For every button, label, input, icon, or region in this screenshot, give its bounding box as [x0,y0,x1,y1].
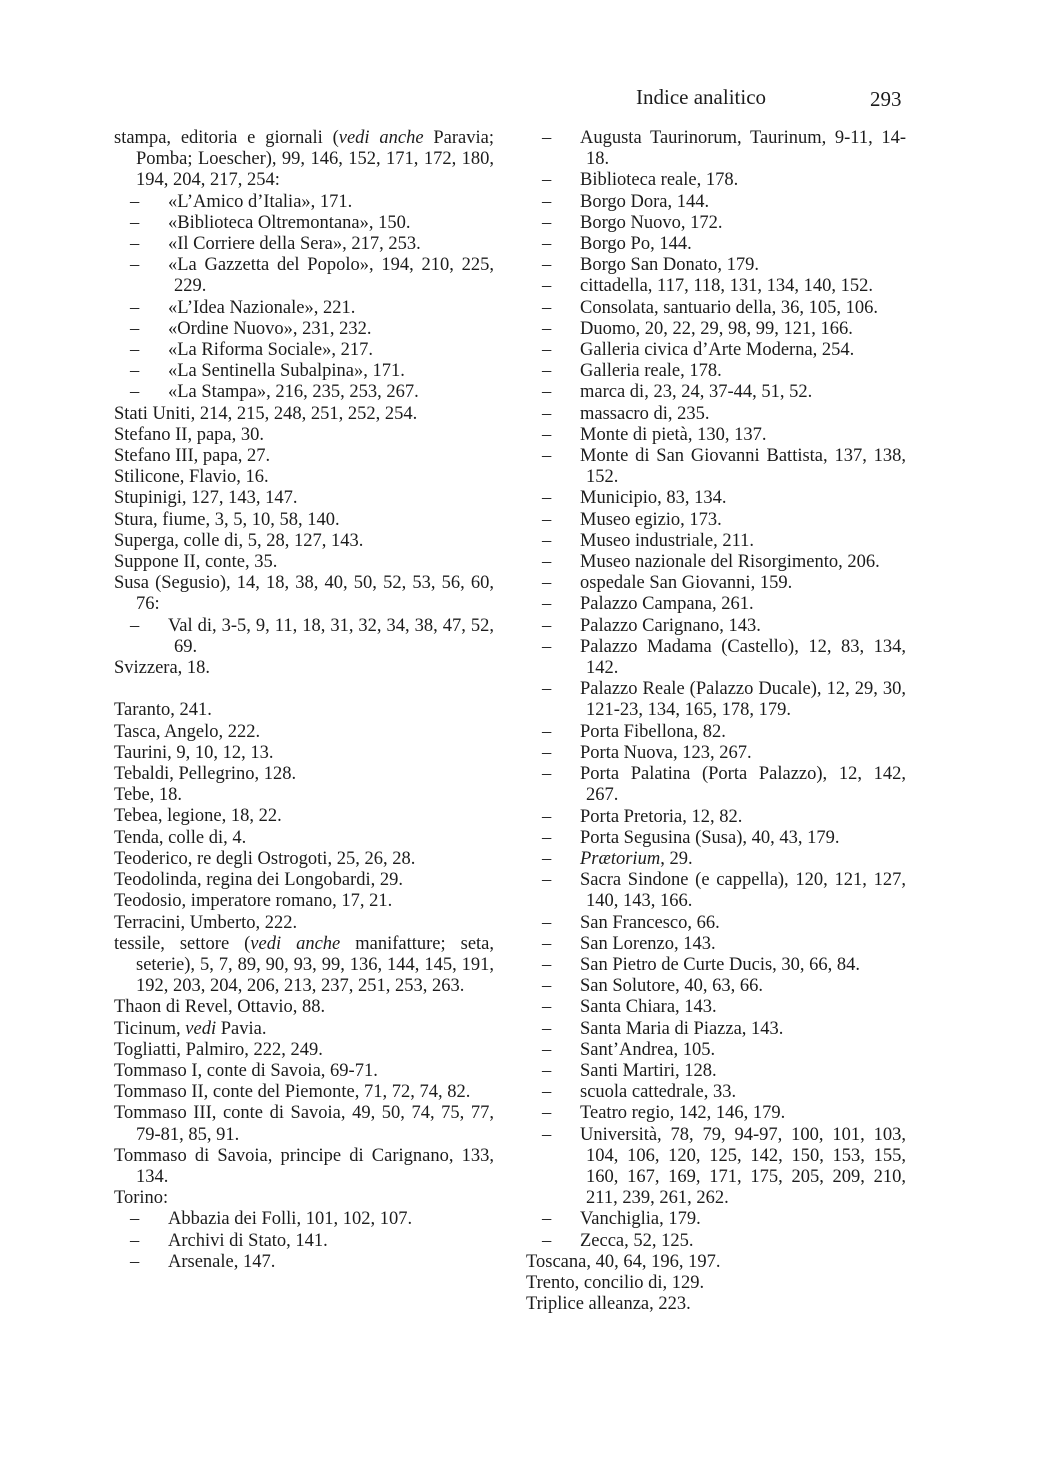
index-entry [114,573,494,615]
index-subentry [526,1103,906,1124]
index-entry [114,1040,494,1061]
index-subentry [526,552,906,573]
subentry-dash: – [542,340,552,361]
index-subentry [114,382,494,403]
subentry-dash: – [542,742,552,763]
subentry-dash: – [542,636,552,657]
index-subentry [526,213,906,234]
entry-text: Stefano II, papa, 30. [114,424,265,445]
entry-text: «La Riforma Sociale», 217. [168,340,373,361]
index-entry [114,934,494,998]
subentry-dash: – [542,128,552,148]
subentry-dash: – [542,530,552,551]
entry-text: Duomo, 20, 22, 29, 98, 99, 121, 166. [580,318,853,339]
entry-text: Tebea, legione, 18, 22. [114,806,282,827]
page-number: 293 [870,87,902,111]
entry-text: Teodolinda, regina dei Longobardi, 29. [114,870,403,891]
entry-text: Pavia. [216,1018,267,1039]
subentry-dash: – [542,318,552,339]
index-subentry [526,1040,906,1061]
entry-text: Svizzera, 18. [114,658,211,679]
entry-text: Trento, concilio di, 129. [526,1272,705,1293]
index-subentry [526,361,906,382]
index-entry [526,1252,906,1273]
subentry-dash: – [542,594,552,615]
entry-text: Toscana, 40, 64, 196, 197. [526,1251,721,1272]
entry-text: Santi Martiri, 128. [580,1060,717,1081]
index-entry [114,446,494,467]
subentry-dash: – [542,721,552,742]
index-subentry [526,849,906,870]
index-subentry [114,616,494,658]
index-subentry [526,255,906,276]
entry-text: San Lorenzo, 143. [580,933,716,954]
index-subentry [526,1209,906,1230]
subentry-dash: – [542,679,552,700]
entry-text: Stati Uniti, 214, 215, 248, 251, 252, 254. [114,403,418,424]
index-subentry [526,594,906,615]
subentry-dash: – [130,191,140,212]
subentry-dash: – [542,1018,552,1039]
index-subentry [526,764,906,806]
index-subentry [526,679,906,721]
index-entry [114,870,494,891]
index-entry [114,510,494,531]
subentry-dash: – [542,552,552,573]
entry-text: Taranto, 241. [114,700,212,721]
index-subentry [526,382,906,403]
subentry-dash: – [542,1124,552,1145]
index-column-right [526,128,906,1315]
entry-text: San Francesco, 66. [580,912,720,933]
entry-text: Palazzo Madama (Castello), 12, 83, 134, 142. [580,636,906,679]
entry-text: Museo nazionale del Risorgimento, 206. [580,552,880,573]
subentry-dash: – [542,764,552,785]
index-entry [114,828,494,849]
entry-italic: vedi anche [250,933,341,954]
entry-text: Tommaso III, conte di Savoia, 49, 50, 74, 75, 77, 79-81, 85, 91. [114,1103,494,1145]
index-subentry [526,128,906,170]
subentry-dash: – [542,361,552,382]
index-subentry [526,870,906,912]
index-entry [114,1146,494,1188]
subentry-dash: – [542,848,552,869]
entry-text: Porta Nuova, 123, 267. [580,742,752,763]
subentry-dash: – [542,806,552,827]
subentry-dash: – [542,446,552,467]
entry-text: «L’Idea Nazionale», 221. [168,297,356,318]
index-subentry [526,234,906,255]
index-entry [114,913,494,934]
entry-text: Monte di pietà, 130, 137. [580,424,767,445]
index-subentry [526,1125,906,1210]
entry-text: Tasca, Angelo, 222. [114,721,261,742]
entry-text: Tenda, colle di, 4. [114,827,247,848]
entry-text: tessile, settore ( [114,933,251,954]
subentry-dash: – [542,1209,552,1230]
entry-text: stampa, editoria e giornali ( [114,128,339,148]
entry-text: massacro di, 235. [580,403,710,424]
entry-text: Susa (Segusio), 14, 18, 38, 40, 50, 52, 53, 56, 60, 76: [114,573,494,615]
entry-text: Teoderico, re degli Ostrogoti, 25, 26, 28. [114,848,416,869]
subentry-dash: – [542,1230,552,1251]
index-subentry [114,319,494,340]
index-entry [526,1273,906,1294]
subentry-dash: – [542,212,552,233]
entry-text: Galleria reale, 178. [580,361,722,382]
entry-text: Sacra Sindone (e cappella), 120, 121, 127, 140, 143, 166. [580,870,906,912]
subentry-dash: – [130,318,140,339]
index-column-left [114,128,494,1273]
index-subentry [526,828,906,849]
entry-text: San Pietro de Curte Ducis, 30, 66, 84. [580,954,861,975]
subentry-dash: – [542,276,552,297]
index-entry [114,1082,494,1103]
index-subentry [526,276,906,297]
entry-italic: vedi [185,1018,217,1039]
index-subentry [526,1082,906,1103]
entry-text: Borgo Dora, 144. [580,191,710,212]
entry-text: Monte di San Giovanni Battista, 137, 138, 152. [580,446,906,488]
subentry-dash: – [542,1039,552,1060]
entry-text: Università, 78, 79, 94-97, 100, 101, 103, 104, 106, 120, 125, 142, 150, 153, 155, 160, 167, 169, 171, 175, 205, 209, 210, 211, 239, 261, 262. [580,1124,906,1209]
subentry-dash: – [542,424,552,445]
index-entry [114,658,494,679]
entry-text: Triplice alleanza, 223. [526,1294,691,1315]
entry-text: Santa Chiara, 143. [580,997,717,1018]
entry-text: San Solutore, 40, 63, 66. [580,976,763,997]
subentry-dash: – [130,1230,140,1251]
index-entry [114,722,494,743]
entry-text: Stefano III, papa, 27. [114,446,271,467]
index-entry [114,128,494,192]
subentry-dash: – [542,234,552,255]
entry-text: Stilicone, Flavio, 16. [114,467,269,488]
entry-text: Val di, 3-5, 9, 11, 18, 31, 32, 34, 38, 47, 52, 69. [168,615,494,657]
subentry-dash: – [542,870,552,891]
subentry-dash: – [542,573,552,594]
entry-text: Paravia; Pomba; Loescher), 99, 146, 152, 171, 172, 180, 194, 204, 217, 254: [136,128,494,191]
entry-text: Museo industriale, 211. [580,530,755,551]
subentry-dash: – [542,615,552,636]
entry-text: «La Gazzetta del Popolo», 194, 210, 225, 229. [168,255,494,297]
entry-text: Archivi di Stato, 141. [168,1230,328,1251]
index-subentry [526,913,906,934]
index-entry [114,467,494,488]
entry-text: Palazzo Campana, 261. [580,594,754,615]
entry-text: «Il Corriere della Sera», 217, 253. [168,234,421,255]
index-entry [114,743,494,764]
subentry-dash: – [542,912,552,933]
index-entry [114,1103,494,1145]
entry-text: Taurini, 9, 10, 12, 13. [114,742,274,763]
index-subentry [114,255,494,297]
entry-text: Palazzo Reale (Palazzo Ducale), 12, 29, 30, 121-23, 134, 165, 178, 179. [580,679,906,721]
subentry-dash: – [542,255,552,276]
entry-text: Tommaso II, conte del Piemonte, 71, 72, 74, 82. [114,1082,471,1103]
subentry-dash: – [542,382,552,403]
running-title: Indice analitico [636,85,767,109]
entry-text: Municipio, 83, 134. [580,488,727,509]
entry-text: Tommaso di Savoia, principe di Carignano, 133, 134. [114,1145,494,1187]
entry-text: Biblioteca reale, 178. [580,170,739,191]
subentry-dash: – [542,403,552,424]
entry-text: «Biblioteca Oltremontana», 150. [168,212,411,233]
index-subentry [114,213,494,234]
subentry-dash: – [542,933,552,954]
index-subentry [526,319,906,340]
index-subentry [114,1209,494,1230]
index-subentry [114,340,494,361]
entry-text: Porta Pretoria, 12, 82. [580,806,743,827]
subentry-dash: – [542,170,552,191]
subentry-dash: – [542,297,552,318]
index-entry [114,1019,494,1040]
subentry-dash: – [542,1103,552,1124]
entry-text: Stupinigi, 127, 143, 147. [114,488,298,509]
index-subentry [526,573,906,594]
subentry-dash: – [130,212,140,233]
entry-text: Galleria civica d’Arte Moderna, 254. [580,340,855,361]
index-subentry [114,234,494,255]
index-subentry [526,976,906,997]
entry-text: Suppone II, conte, 35. [114,552,278,573]
index-subentry [526,722,906,743]
index-entry [114,488,494,509]
entry-text: Stura, fiume, 3, 5, 10, 58, 140. [114,509,340,530]
entry-text: Santa Maria di Piazza, 143. [580,1018,784,1039]
entry-text: Arsenale, 147. [168,1251,276,1272]
index-entry [114,404,494,425]
entry-text: Vanchiglia, 179. [580,1209,701,1230]
index-entry [114,806,494,827]
index-entry [114,891,494,912]
entry-text: Sant’Andrea, 105. [580,1039,716,1060]
entry-text: marca di, 23, 24, 37-44, 51, 52. [580,382,813,403]
index-subentry [526,298,906,319]
subentry-dash: – [542,976,552,997]
index-subentry [526,1061,906,1082]
entry-text: Teatro regio, 142, 146, 179. [580,1103,786,1124]
index-entry [114,997,494,1018]
subentry-dash: – [542,954,552,975]
entry-text: Terracini, Umberto, 222. [114,912,298,933]
entry-text: Palazzo Carignano, 143. [580,615,761,636]
entry-text: manifatture; seta, seterie), 5, 7, 89, 90, 93, 99, 136, 144, 145, 191, 192, 203, 204, 206, 213, 237, 251, 253, 263. [136,933,495,997]
entry-text: Tebaldi, Pellegrino, 128. [114,764,297,785]
entry-text: Augusta Taurinorum, Taurinum, 9-11, 14-18. [580,128,906,170]
entry-text: ospedale San Giovanni, 159. [580,573,793,594]
index-subentry [526,807,906,828]
index-subentry [526,425,906,446]
index-subentry [114,361,494,382]
index-subentry [114,298,494,319]
index-entry [114,425,494,446]
subentry-dash: – [542,997,552,1018]
subentry-dash: – [130,1251,140,1272]
entry-text: Teodosio, imperatore romano, 17, 21. [114,891,393,912]
entry-text: «L’Amico d’Italia», 171. [168,191,353,212]
subentry-dash: – [130,361,140,382]
subentry-dash: – [130,382,140,403]
index-entry [114,785,494,806]
index-subentry [526,616,906,637]
index-subentry [526,488,906,509]
index-subentry [526,955,906,976]
index-subentry [526,170,906,191]
index-entry [114,700,494,721]
subentry-dash: – [542,827,552,848]
entry-text: Zecca, 52, 125. [580,1230,694,1251]
entry-text: Consolata, santuario della, 36, 105, 106. [580,297,879,318]
index-subentry [526,934,906,955]
index-entry [526,1294,906,1315]
index-subentry [114,1231,494,1252]
entry-text: Borgo San Donato, 179. [580,255,760,276]
subentry-dash: – [130,340,140,361]
entry-text: Torino: [114,1188,169,1209]
subentry-dash: – [130,255,140,276]
entry-text: Borgo Po, 144. [580,234,692,255]
entry-text: Ticinum, [114,1018,186,1039]
entry-text: Abbazia dei Folli, 101, 102, 107. [168,1209,413,1230]
entry-text: «La Sentinella Subalpina», 171. [168,361,405,382]
subentry-dash: – [130,615,140,636]
index-subentry [526,1019,906,1040]
index-subentry [526,743,906,764]
entry-text: Tebe, 18. [114,785,183,806]
index-subentry [526,637,906,679]
entry-text: Porta Segusina (Susa), 40, 43, 179. [580,827,840,848]
index-subentry [526,1231,906,1252]
subentry-dash: – [130,297,140,318]
entry-text: scuola cattedrale, 33. [580,1082,737,1103]
entry-text: Borgo Nuovo, 172. [580,212,723,233]
index-entry [114,764,494,785]
entry-italic: Prætorium [580,848,661,869]
subentry-dash: – [542,191,552,212]
index-subentry [526,510,906,531]
entry-text: Museo egizio, 173. [580,509,722,530]
entry-text: Porta Fibellona, 82. [580,721,726,742]
index-subentry [526,340,906,361]
index-subentry [114,1252,494,1273]
index-entry [114,849,494,870]
entry-text: Togliatti, Palmiro, 222, 249. [114,1039,323,1060]
entry-text: Thaon di Revel, Ottavio, 88. [114,997,326,1018]
index-entry [114,531,494,552]
subentry-dash: – [542,488,552,509]
entry-italic: vedi anche [338,128,424,148]
subentry-dash: – [542,509,552,530]
subentry-dash: – [542,1060,552,1081]
index-entry [114,552,494,573]
entry-text: , 29. [660,848,693,869]
entry-text: «Ordine Nuovo», 231, 232. [168,318,372,339]
index-subentry [526,446,906,488]
subentry-dash: – [130,234,140,255]
section-break [114,679,494,700]
index-entry [114,1061,494,1082]
entry-text: Tommaso I, conte di Savoia, 69-71. [114,1060,378,1081]
subentry-dash: – [130,1209,140,1230]
index-subentry [526,997,906,1018]
index-subentry [526,192,906,213]
entry-text: cittadella, 117, 118, 131, 134, 140, 152. [580,276,874,297]
subentry-dash: – [542,1082,552,1103]
index-entry [114,1188,494,1209]
index-subentry [526,404,906,425]
index-subentry [114,192,494,213]
index-subentry [526,531,906,552]
entry-text: «La Stampa», 216, 235, 253, 267. [168,382,419,403]
entry-text: Porta Palatina (Porta Palazzo), 12, 142, 267. [580,764,906,806]
entry-text: Superga, colle di, 5, 28, 127, 143. [114,530,364,551]
